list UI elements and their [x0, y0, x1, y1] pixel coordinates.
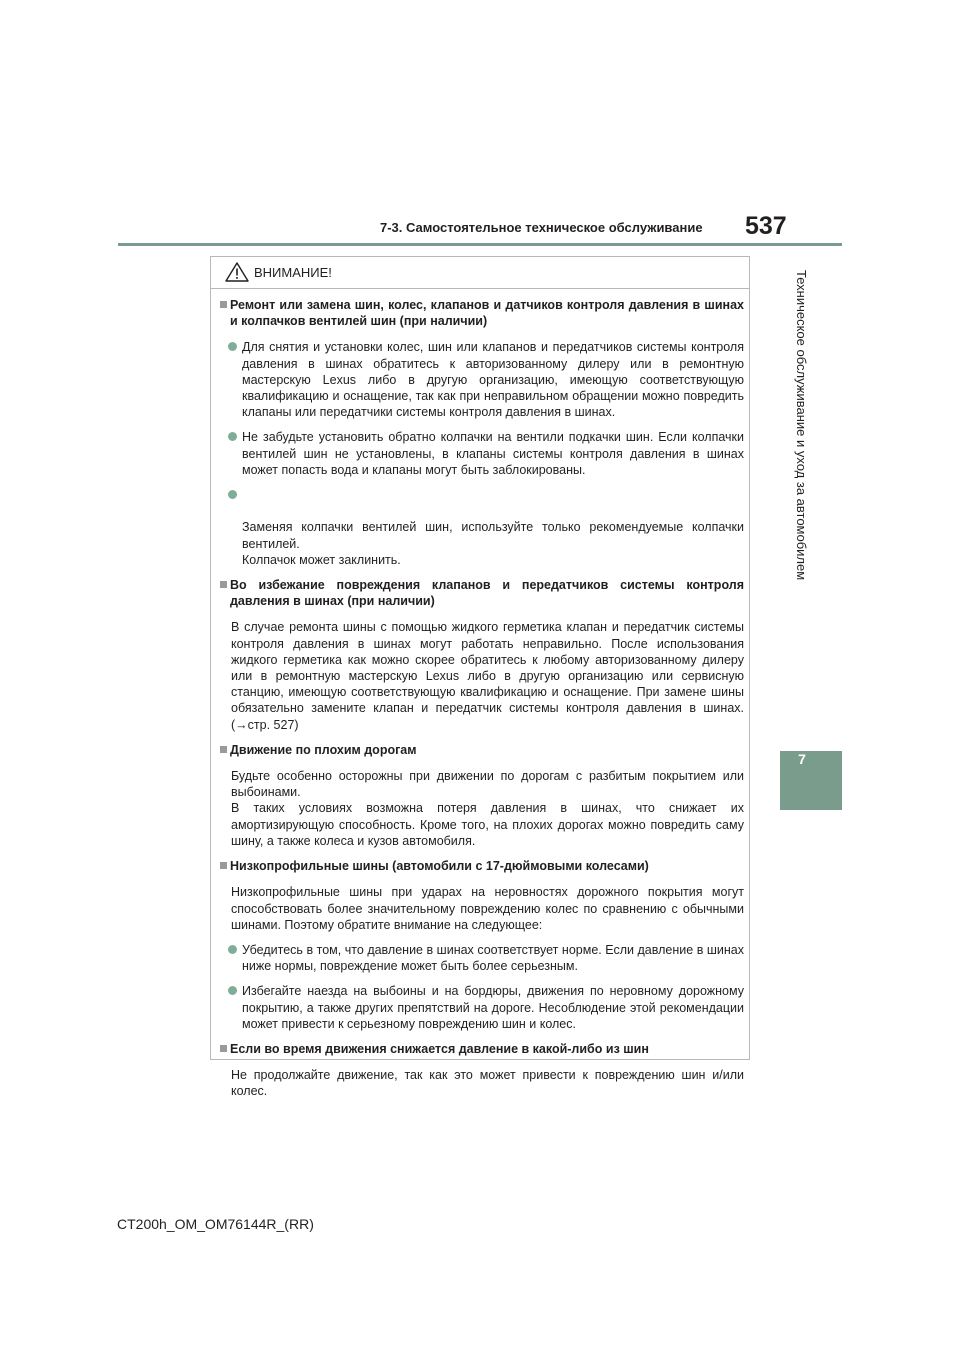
bullet-item: Заменяя колпачки вентилей шин, используйте только рекомендуемые колпачки вентилей. Колпачок может заклинить. [220, 487, 744, 568]
section-heading: Во избежание повреждения клапанов и передатчиков системы контроля давления в шинах (при наличии) [220, 577, 744, 609]
square-bullet-icon [220, 1045, 227, 1052]
chapter-number: 7 [798, 751, 806, 767]
square-bullet-icon [220, 746, 227, 753]
square-bullet-icon [220, 301, 227, 308]
round-bullet-icon [228, 945, 237, 954]
paragraph: Не продолжайте движение, так как это может привести к повреждению шин и/или колес. [231, 1068, 744, 1099]
bullet-item: Избегайте наезда на выбоины и на бордюры, движения по неровному дорожному покрытию, а также других препятствий на дороге. Несоблюдение этой рекомендации может привести к серьезному повреждению шин и колес. [220, 983, 744, 1032]
running-header: 7-3. Самостоятельное техническое обслуживание [380, 220, 703, 235]
bullet-item: Убедитесь в том, что давление в шинах соответствует норме. Если давление в шинах ниже нормы, повреждение может быть более серьезным. [220, 942, 744, 974]
round-bullet-icon [228, 986, 237, 995]
square-bullet-icon [220, 581, 227, 588]
round-bullet-icon [228, 342, 237, 351]
footer-doc-code: CT200h_OM_OM76144R_(RR) [117, 1216, 314, 1232]
section-heading: Ремонт или замена шин, колес, клапанов и датчиков контроля давления в шинах и колпачков вентилей шин (при наличии) [220, 297, 744, 329]
warning-triangle-icon [225, 262, 249, 282]
section-heading: Если во время движения снижается давление в какой-либо из шин [220, 1041, 744, 1057]
paragraph: Будьте особенно осторожны при движении по дорогам с разбитым покрытием или выбоинами. В таких условиях возможна потеря давления в шинах, что снижает их амортизирующую способность. Кроме того, на плохих дорогах можно повредить саму шину, а также колеса и кузов автомобиля. [231, 769, 744, 848]
bullet-item: Для снятия и установки колес, шин или клапанов и передатчиков системы контроля давления в шинах обратитесь к авторизованному дилеру или в ремонтную мастерскую Lexus либо в другую организацию, имеющую соответствующую квалификацию и оснащение, так как при неправильном обращении можно повредить клапаны или передатчики системы контроля давления в шинах. [220, 339, 744, 420]
section-heading: Движение по плохим дорогам [220, 742, 744, 758]
section-heading: Низкопрофильные шины (автомобили с 17-дюймовыми колесами) [220, 858, 744, 874]
bullet-item: Не забудьте установить обратно колпачки на вентили подкачки шин. Если колпачки вентилей шин не установлены, в клапаны системы контроля давления в шинах может попасть вода и клапаны могут быть заблокированы. [220, 429, 744, 478]
page-number: 537 [745, 212, 787, 240]
paragraph: В случае ремонта шины с помощью жидкого герметика клапан и передатчик системы контроля давления в шинах могут работать неправильно. После использования жидкого герметика как можно скорее обратитесь к любому авторизованному дилеру или в ремонтную мастерскую Lexus либо в другую организацию или сервисную станцию, имеющую соответствующую квалификацию и оснащение. При замене шины обязательно замените клапан и передатчик системы контроля давления в шинах. (→стр. 527) [231, 620, 744, 732]
warning-content [220, 297, 744, 1109]
warning-box [210, 256, 750, 1099]
chapter-side-title: Техническое обслуживание и уход за автомобилем [794, 270, 809, 581]
round-bullet-icon [228, 432, 237, 441]
round-bullet-icon [228, 490, 237, 499]
chapter-tab [780, 751, 842, 810]
square-bullet-icon [220, 862, 227, 869]
warning-title: ВНИМАНИЕ! [254, 265, 332, 280]
header-rule [118, 243, 842, 246]
warning-header [211, 257, 749, 289]
paragraph: Низкопрофильные шины при ударах на неровностях дорожного покрытия могут способствовать более значительному повреждению колес по сравнению с обычными шинами. Поэтому обратите внимание на следующее: [231, 885, 744, 932]
